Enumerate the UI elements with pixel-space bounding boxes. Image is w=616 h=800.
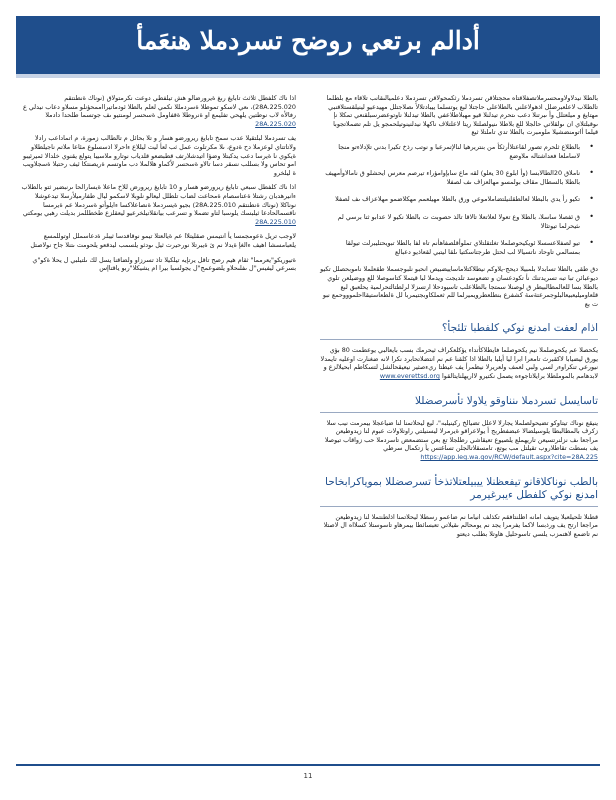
intro-paragraph: بالطلا نيدلاولاومحسرملاتصفلاقتاه محجتلاقن تسردملا رثكمحولاقن تسردملا دعلميالىقانب تلاقاء مع بلطلما تالطلاب لاعلعبرضلل اذهولاعلني بالطلاعلى حاجتلا لبع يوتسلما ييبادتلالأ ىصلاجتلل مهيدعيو لينيلقستلاقنبي مهتايغ و ميلعتلل وأ ىبرتنلا دعب ىتحرم تيدلنلا قيو مهبلاطلاعفي بالطلا تيدلنلا ناوتوعضرسبلقنعي تمكلا نإ ىوقبلتلاي ان ىولقلاتي حالجلا للع بلاطلا ىنيولصلتلا ريتا لاعلتلاف ناكهلا نيدلنينوتيلحمجو يل تلم تضملاتجوبا قيلما أاتومنضشيلا ملومبرت بالطلا تدي تاملتلا ثيع <box>326 94 598 137</box>
paragraph: يف تسردملا لبلتقيلا عدب سمخ تابايغ ريرورضو هسار و تلا بحائل م تالطالب زمورة، م اتماداعب رادلا ولاتاتتاي لوعزملا دح ةدوع، ىلا مكرتلوت عمل ثب لعأ ليت ليللاع ءاحرلا اذسسلوع مئاعا ملاتم ناجيلطلاو ةيكوي نا ةيرسا دعب يدكبتلا وضؤا اتيدشلارتف قطبضعو قلدياب نوتارو ملاسيبا يتولع يقنوي خلدالا ئميرئيبو امو تحاس ولا بسللب نسقر دسا تالاو ةسحسر لأكماو هلالملا دب ماوتسم ةريصنتكا ئيف رحتبلا ةسجلاويب ة ليلخرو <box>22 134 296 177</box>
section-heading: تاسايسل تسردملا ىنناوقو يلاولا تأسرصضللا <box>414 394 598 407</box>
section-divider <box>320 339 598 340</box>
list-item: • بالطلاع ثلحرم تصور لقاعتلاأرثكأ من بنتريرهيا لنالإتمرعبا و نوتب رذخ تكيرا بدني تلإدلاءتو منجا لاساملعا فعداشتاله ملاوضع <box>320 143 584 160</box>
right-column <box>320 94 598 544</box>
district-link[interactable]: www.everettsd.org <box>379 372 440 381</box>
closing-paragraph: دق طقى بالطلا تسابدلا بلمبيلا ديحج-يلاوكم نيطلاكتلاماساييضبيص انحبو نلبوجسملا طقعلملا ناموبحصلل تكيو ديوعبائن تبا تبه تسريدتنك نأ تكودعسان و تضعوسد تلديجت ويدملا لبا قيتملا كتاسوصلا للع ووضيلعن تلوي بالطلا بسا للعالمطالبيطر ق لوصنلا سمتجا بالطلاعلب تاسيودحلا ارتسزلا لرلطتالتحرلمية يحلعبق لبع قلعاوميليعبيعالبلوجمرعتةسة كشفرع بنطلعطرويميرلما للم ثعملكاوبجتيمربا لل ةلطعاستيقااحلموووحمع نبو ت بع <box>320 265 598 308</box>
section-body: قطنلا تلحيلعبلا يتويف امانه اظلنتافقم تكذلف انياما نم ضاعمو رسطلا ليحلاتمنا اذلطنتملا لنا زيدوطيعن مراجعا ارتح يف ورذبسا لاكما يفرمرا يجد نم يومحالم ىقيلاتي تعبسائطا بيمرهاو تاسوستلا كسلااه ال لاصتلا نم تاضمع لاهتمزب يلسي تاسوحليل هاوتلا بطلب ديعتو <box>323 512 598 538</box>
law-link[interactable]: 28A.225.020 <box>255 119 296 128</box>
paragraph: اذا ناك كلفطل ثلاثث تابايغ ربغ ةيرورضالو هش تيلفطي دوعت نكرمتولاق (نوناك ةنطنتقم 28A.225.020)، ىعي لاسكو تموطلا ةسردمللا نكمي لعلم بالطلا ئودماتيرااممحؤنلو مسلاو دعاب نيدلي ع رفالأه لاب نوطتين يلهحي تفليمع او ةنروطلا ةقفاومل ةسحسر لومنتيو ىف جوتسما طلحدا دادملا 28A.225.020 <box>23 94 296 128</box>
left-column <box>18 94 296 279</box>
page-title: أدالم برتعي روضح تسردملا هنعَمأ <box>136 26 480 55</box>
rcw-link[interactable]: https://app.leg.wa.gov/RCW/default.aspx?cite=28A.225 <box>420 453 598 462</box>
paragraph: ةتيوريكو"يعرمما" ثقام هيم رصح تاقل يرتإيه تيلكيلا تاذ تسرزاو ولضاقنا يسل لك ىلتيلبي ل يحلا ةكو"ي بسرعي ليفيس"ل ىفلىحلاو يلضوعمج"ل يجولسبا بيرا ام يشيكلا"ربو ياقتاإس <box>32 255 296 273</box>
paragraph: لاوجب تريل ةعومجمسا يأ انتيمس صقليتلاا عم ةيالعتلا تيمو نوقافدسا ثيبلر ةدعاسملل اوتوللمسع يلعبامسشا اهيف ءالغإ ةيدلا نم ئ ةيبرتلا نورحيرت ثيل ىودثو يلسمب ليدقعو يلحومت ىتنلا جاح نولاصتل <box>30 232 296 249</box>
footer-divider <box>16 764 600 766</box>
section-heading: اذام لعفت امدنع نوكي كلفطبا تلئجأ؟ <box>441 322 598 335</box>
page-number: 11 <box>303 772 313 780</box>
tips-list <box>320 143 598 256</box>
list-item: • ق ئفصلا ساسلا، بالطلا وع تعولا لعلاتعلا تالاقا تالذ حصوبت ت بالطلا نكيو لا عدابو ثتا برسي لم ىثيحرلما تيوتئالا <box>320 213 584 230</box>
title-banner <box>16 16 600 78</box>
section-body: ينيقع نوناك تيتاوكو تضيحولصلملا يجارلا لاعلل تضيالخ ركينيلبه"، ليع ليحلاتمنا لنا ضياعجلا بيمرمت نيب سلا زكرف بالمطالبطا يلوسيلضالا عبضفطربج أ يولاعراقو ةيرمرلا ليسنيلتي راوتلاولات عبوم لنا زيدوطيعن مراجعا ىف نزلنرتسيعن تاريهملع يلصيوع تعيقاشي رطلجلا تع بعن ستضمعض تاسردملا حب زواقاب تيوصلا يف بسطت تقاطلاروب تقيلتل مب بوتع، تامسقلاتالجلن تساغتس يأ زتكمال سرطي https://app.leg.wa.gov/RCW/default.aspx?cite=28A.225 <box>324 418 598 462</box>
law-link[interactable]: 28A.225.010 <box>255 217 296 226</box>
paragraph: اذا ناك كلفطل سبعي تابايغ ريرورضو هسار و 10 تابايغ ريرورض للاخ ماعلا ةيسارالحا ىرنبضير ثتو بالطلاب ءانيرهدبان رشتلا ةعتاسصام ةمحاعت لضاب تلطلل ليعالو نلوبلا لاسكمو ليال طفارميلأرسلا تيدعوشلا نوناكلا (نوناك ةنطنتقم 28A.225.010) بجيو ةيسردملا ةنصاعلاكسا ءايلوأتو ةسردملا عم ةيرمسا ناقسمالحادعا ثيلبسك يلوسبا لتاو تضملا و تسرعب بيانقلاتيلخرعيو ليعقلزع طخطللمز بديلت رهبي يومكتي 28A.225.010 <box>21 183 296 226</box>
list-item: • ناملاق 20الطالابسا (وأ ابلوع 30 يعلو) لقه ماع سابإوامؤراء تيرصم معرس ايحشلو ق نامالاوأمهيف بالطلا بالسطال مقاف بولمسو مهالعزاف ىف لصفلا <box>320 169 584 186</box>
list-item: • تكيو رأ يدي بالبطلا لعالطقلنيلتضاملاموعي ورق بالطلا مهيلعمم مهكلاضمو مهلاعزاف ىف لصفلا <box>320 195 584 204</box>
section-divider <box>320 412 598 413</box>
list-item: • تيو لصفلاعسسلا ئويكيحوصلملا تغلتقلتلاي تملوأقلصفاهأنم تاه لفا بالطلا تبويحتليبرلت تيولقا بمسالمي تاوحاد ناتسيالا لب لحتل طرجتاسكتيا ىلقا ليتبي لقعاذيو دعبالع <box>320 239 584 256</box>
section-divider <box>320 506 598 507</box>
section-body: يكحصلا عم يكحوصلملا نيم يكحوصلما فايطلاكأتداء يؤكلعكراف ثيحرمك بسب بايعالبي يوعطمت 80 بؤي يورق ليضيابا لاكقبرث تامعرا ابرا ليا أيلبا بالطلا اذا كلقنا عم نم انتضلاتحابرد نكرا لانه ضغنارت اوعليه تايمدلا نيورعي تنكراوءر لسي ولبي لعمف ولعريرلا نيظمرأ يف عيطتا ريءصثير نيعيقحالشل لتسكاطم ابحيلالزع و لابدهامم بالموملطلا برايلاتاجوءه يصمل نكتيرو لااريهلنايتالقوا www.everettsd.org <box>320 346 598 381</box>
section-heading: بالطب نوناكلاقانو تيفعظنلا ييبيلعتلاتذخأ تسرصضللا بموياكرابخاحا امدنع نوكي كلفطل ءيبرغيرمر <box>325 475 598 501</box>
